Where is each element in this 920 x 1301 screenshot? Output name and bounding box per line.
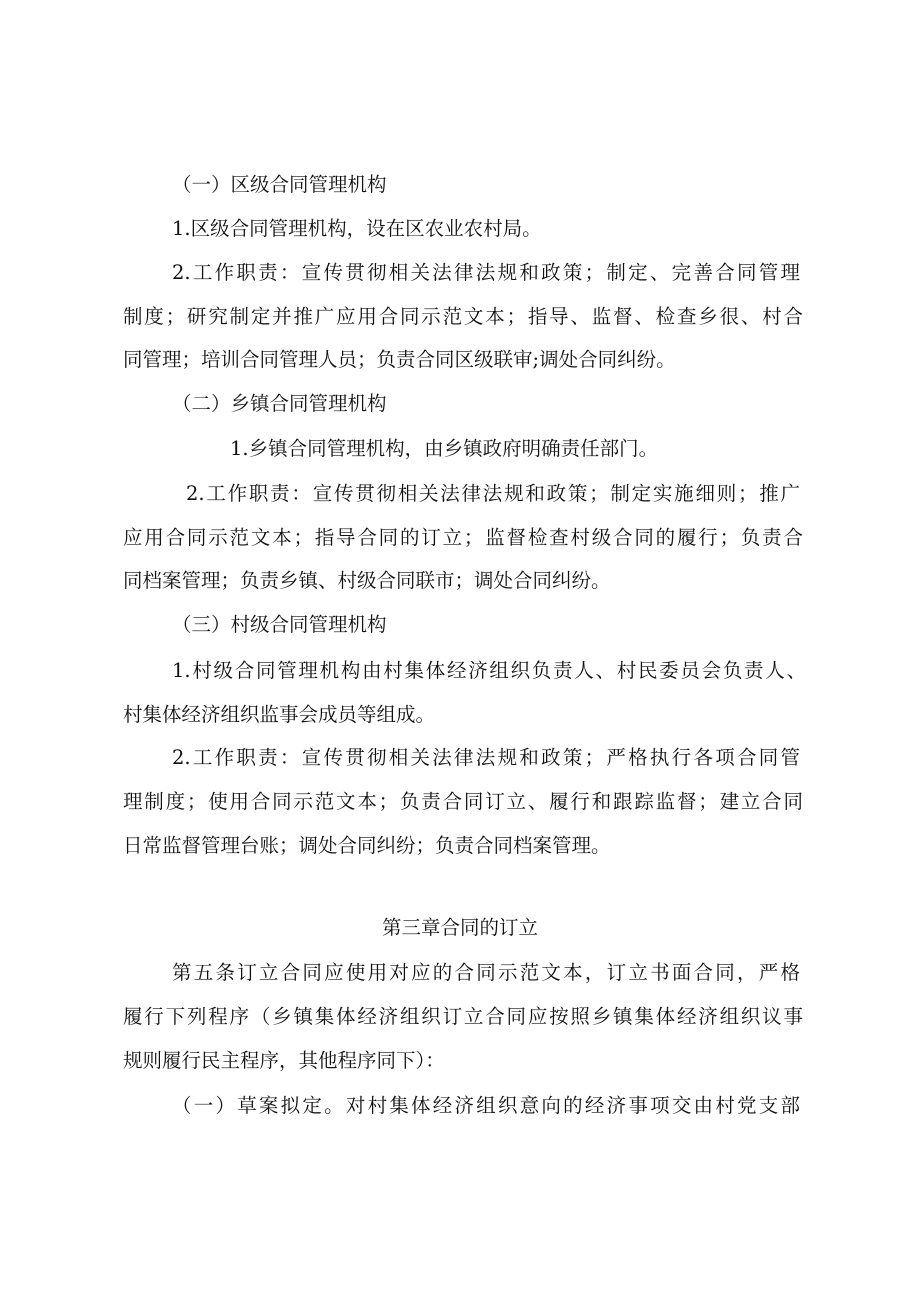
article5-line1: 第五条订立合同应使用对应的合同示范文本，订立书面合同，严格 (172, 961, 800, 984)
section1-item2-line2: 制度；研究制定并推广应用合同示范文本；指导、监督、检查乡很、村合 (123, 305, 803, 328)
section3-heading: （三）村级合同管理机构 (172, 613, 387, 636)
section2-item2-line1: 2.工作职责：宣传贯彻相关法律法规和政策；制定实施细则；推广 (186, 482, 800, 505)
section3-item2-line1: 2.工作职责：宣传贯彻相关法律法规和政策；严格执行各项合同管 (172, 746, 800, 769)
section2-item2-line3: 同档案管理；负责乡镇、村级合同联市；调处合同纠纷。 (123, 569, 611, 592)
section2-heading: （二）乡镇合同管理机构 (172, 392, 387, 415)
section1-heading: （一）区级合同管理机构 (172, 173, 387, 196)
section3-item2-line3: 日常监督管理台账；调处合同纠纷；负责合同档案管理。 (123, 834, 611, 857)
article5-item1: （一）草案拟定。对村集体经济组织意向的经济事项交由村党支部 (172, 1094, 800, 1117)
section2-item2-line2: 应用合同示范文本；指导合同的订立；监督检查村级合同的履行；负责合 (123, 526, 803, 549)
section1-item1: 1.区级合同管理机构，设在区农业农村局。 (172, 217, 542, 240)
chapter-title: 第三章合同的订立 (381, 916, 538, 939)
section2-item1: 1.乡镇合同管理机构，由乡镇政府明确责任部门。 (230, 437, 659, 460)
section3-item1-line2: 村集体经济组织监事会成员等组成。 (123, 703, 436, 726)
section1-item2-line3: 同管理；培训合同管理人员；负责合同区级联审;调处合同纠纷。 (123, 348, 676, 371)
section3-item1-line1: 1.村级合同管理机构由村集体经济组织负责人、村民委员会负责人、 (172, 659, 806, 682)
section1-item2-line1: 2.工作职责：宣传贯彻相关法律法规和政策；制定、完善合同管理 (172, 261, 800, 284)
article5-line2: 履行下列程序（乡镇集体经济组织订立合同应按照乡镇集体经济组织议事 (123, 1005, 803, 1028)
section3-item2-line2: 理制度；使用合同示范文本；负责合同订立、履行和跟踪监督；建立合同 (123, 790, 803, 813)
article5-line3: 规则履行民主程序，其他程序同下）： (123, 1049, 445, 1072)
